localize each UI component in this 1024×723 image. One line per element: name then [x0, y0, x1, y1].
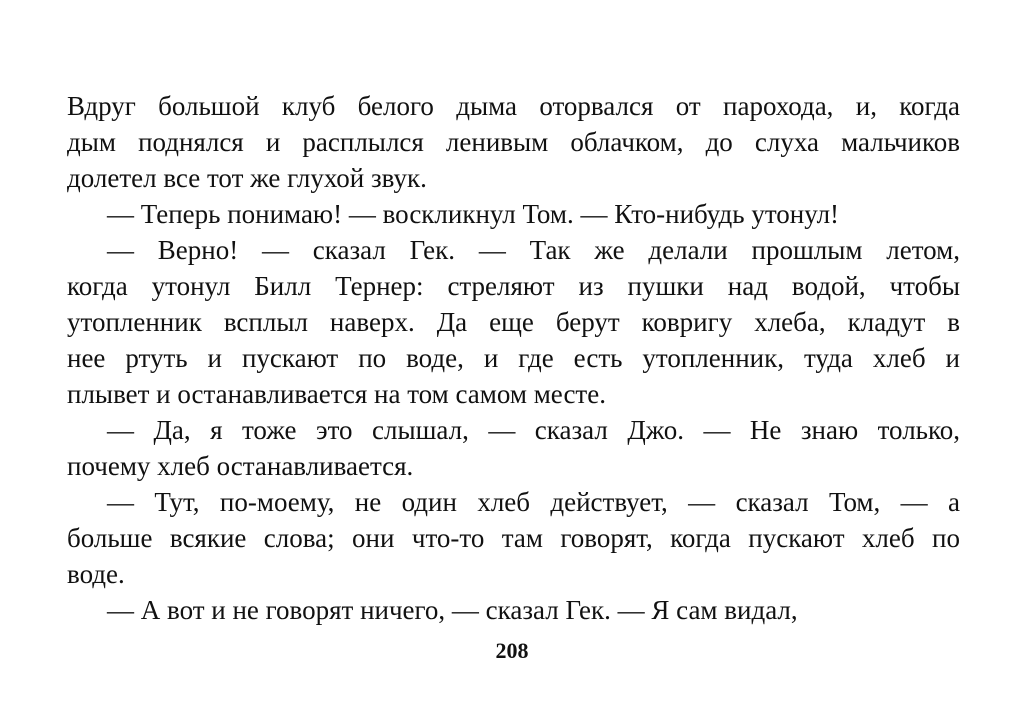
text-line: плывет и останавливается на том самом месте. [67, 379, 606, 409]
text-line: дым поднялся и расплылся ленивым облачком, до слуха мальчиков [67, 127, 960, 157]
text-line: утопленник всплыл наверх. Да еще берут ковригу хлеба, кладут в [67, 307, 960, 337]
text-line: Вдруг большой клуб белого дыма оторвался от парохода, и, когда [67, 91, 960, 121]
dialogue-line: — А вот и не говорят ничего, — сказал Гек. — Я сам видал, [107, 595, 798, 625]
text-line: долетел все тот же глухой звук. [67, 163, 427, 193]
text-line: больше всякие слова; они что-то там говорят, когда пускают хлеб по [67, 523, 960, 553]
dialogue-line: — Верно! — сказал Гек. — Так же делали прошлым летом, [107, 235, 960, 265]
dialogue-line: — Теперь понимаю! — воскликнул Том. — Кто-нибудь утонул! [107, 199, 840, 229]
page-number: 208 [495, 638, 529, 663]
dialogue-line: — Да, я тоже это слышал, — сказал Джо. — Не знаю только, [107, 415, 960, 445]
text-line: воде. [67, 559, 125, 589]
text-line: почему хлеб останавливается. [67, 451, 414, 481]
dialogue-line: — Тут, по-моему, не один хлеб действует, — сказал Том, — а [107, 487, 960, 517]
body-text [67, 88, 960, 628]
text-line: нее ртуть и пускают по воде, и где есть утопленник, туда хлеб и [67, 343, 960, 373]
text-line: когда утонул Билл Тернер: стреляют из пушки над водой, чтобы [67, 271, 960, 301]
